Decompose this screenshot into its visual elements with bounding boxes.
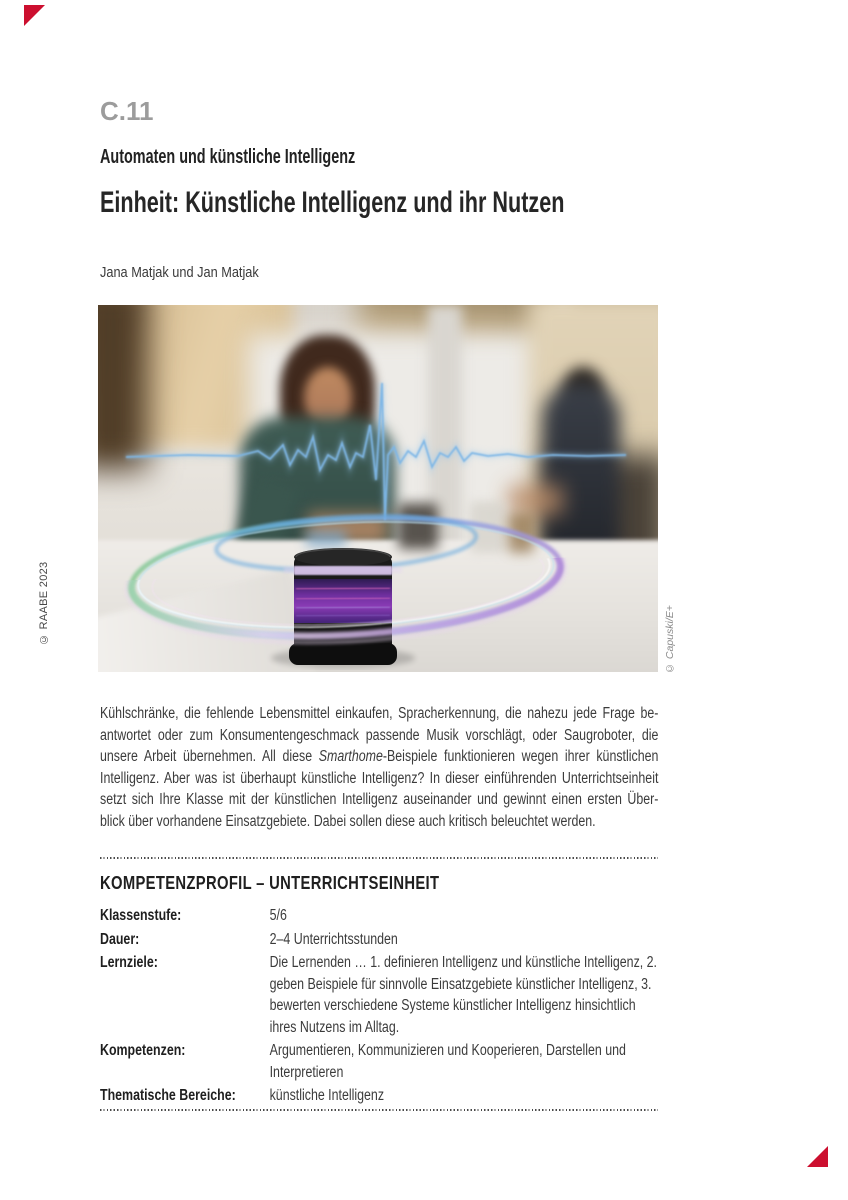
unit-title: Einheit: Künstliche Intelligenz und ihr Nutzen xyxy=(100,186,565,219)
profile-label: Lernziele: xyxy=(100,954,158,971)
dotted-divider-top xyxy=(100,857,658,859)
profile-row xyxy=(100,1040,658,1083)
intro-line: antwortet oder zum Konsumentengeschmack passende Musik vorschlägt, oder Saugroboter, die xyxy=(100,726,659,744)
profile-row xyxy=(100,952,658,1038)
smart-speaker-photo xyxy=(98,305,658,672)
intro-line xyxy=(100,746,658,768)
page-corner-mark-bottom-right xyxy=(807,1146,828,1167)
profile-label: Klassenstufe: xyxy=(100,907,182,924)
profile-label: Kompetenzen: xyxy=(100,1042,186,1059)
waveform-glow xyxy=(126,383,626,520)
intro-line: Kühlschränke, die fehlende Lebensmittel einkaufen, Spracherkennung, die nahezu jede Frage be- xyxy=(100,705,659,722)
authors: Jana Matjak und Jan Matjak xyxy=(100,264,259,281)
profile-row xyxy=(100,929,658,951)
profile-value: 2–4 Unterrichtsstunden xyxy=(269,930,398,948)
dotted-divider-bottom xyxy=(100,1109,658,1111)
copyright-note: © RAABE 2023 xyxy=(38,561,50,645)
photo-credit: © Capuski/E+ xyxy=(664,605,676,674)
profile-value: Argumentieren, Kommunizieren und Kooperieren, Darstellen und Interpretieren xyxy=(269,1042,626,1081)
intro-line-text: unsere Arbeit übernehmen. All diese xyxy=(100,748,319,765)
competence-profile-heading: KOMPETENZPROFIL – UNTERRICHTSEINHEIT xyxy=(100,872,440,893)
intro-line: setzt sich Ihre Klasse mit der künstlichen Intelligenz auseinander und gewinnt einen ersten Über- xyxy=(100,791,659,808)
profile-value: 5/6 xyxy=(269,907,287,924)
photo-effects-overlay xyxy=(98,305,658,672)
page-corner-mark-top-left xyxy=(24,5,45,26)
profile-value: Die Lernenden … 1. definieren Intelligenz und künstliche Intelligenz, 2. geben Beispiele für sinnvolle Einsatzgebiete künstlicher Intelligenz, 3. bewerten verschiedene Systeme künstlicher Intelligenz hinsichtlich ihres Nutzens im Alltag. xyxy=(269,954,658,1036)
intro-line-italic: Smarthome xyxy=(318,748,383,765)
profile-row xyxy=(100,905,658,927)
profile-label: Thematische Bereiche: xyxy=(100,1087,236,1104)
profile-label: Dauer: xyxy=(100,930,140,948)
section-code: C.11 xyxy=(100,96,154,126)
intro-line: Intelligenz. Aber was ist überhaupt künstliche Intelligenz? In dieser einführenden Unterrichtseinheit xyxy=(100,769,659,787)
intro-line-text: -Beispiele funktionieren wegen ihrer künstlichen xyxy=(382,748,659,765)
profile-value: künstliche Intelligenz xyxy=(269,1087,385,1104)
intro-paragraph xyxy=(100,703,658,832)
intro-line: blick über vorhandene Einsatzgebiete. Dabei sollen diese auch kritisch beleuchtet werden. xyxy=(100,812,596,830)
profile-row xyxy=(100,1085,658,1107)
competence-profile xyxy=(100,872,658,1109)
series-title: Automaten und künstliche Intelligenz xyxy=(100,146,356,168)
